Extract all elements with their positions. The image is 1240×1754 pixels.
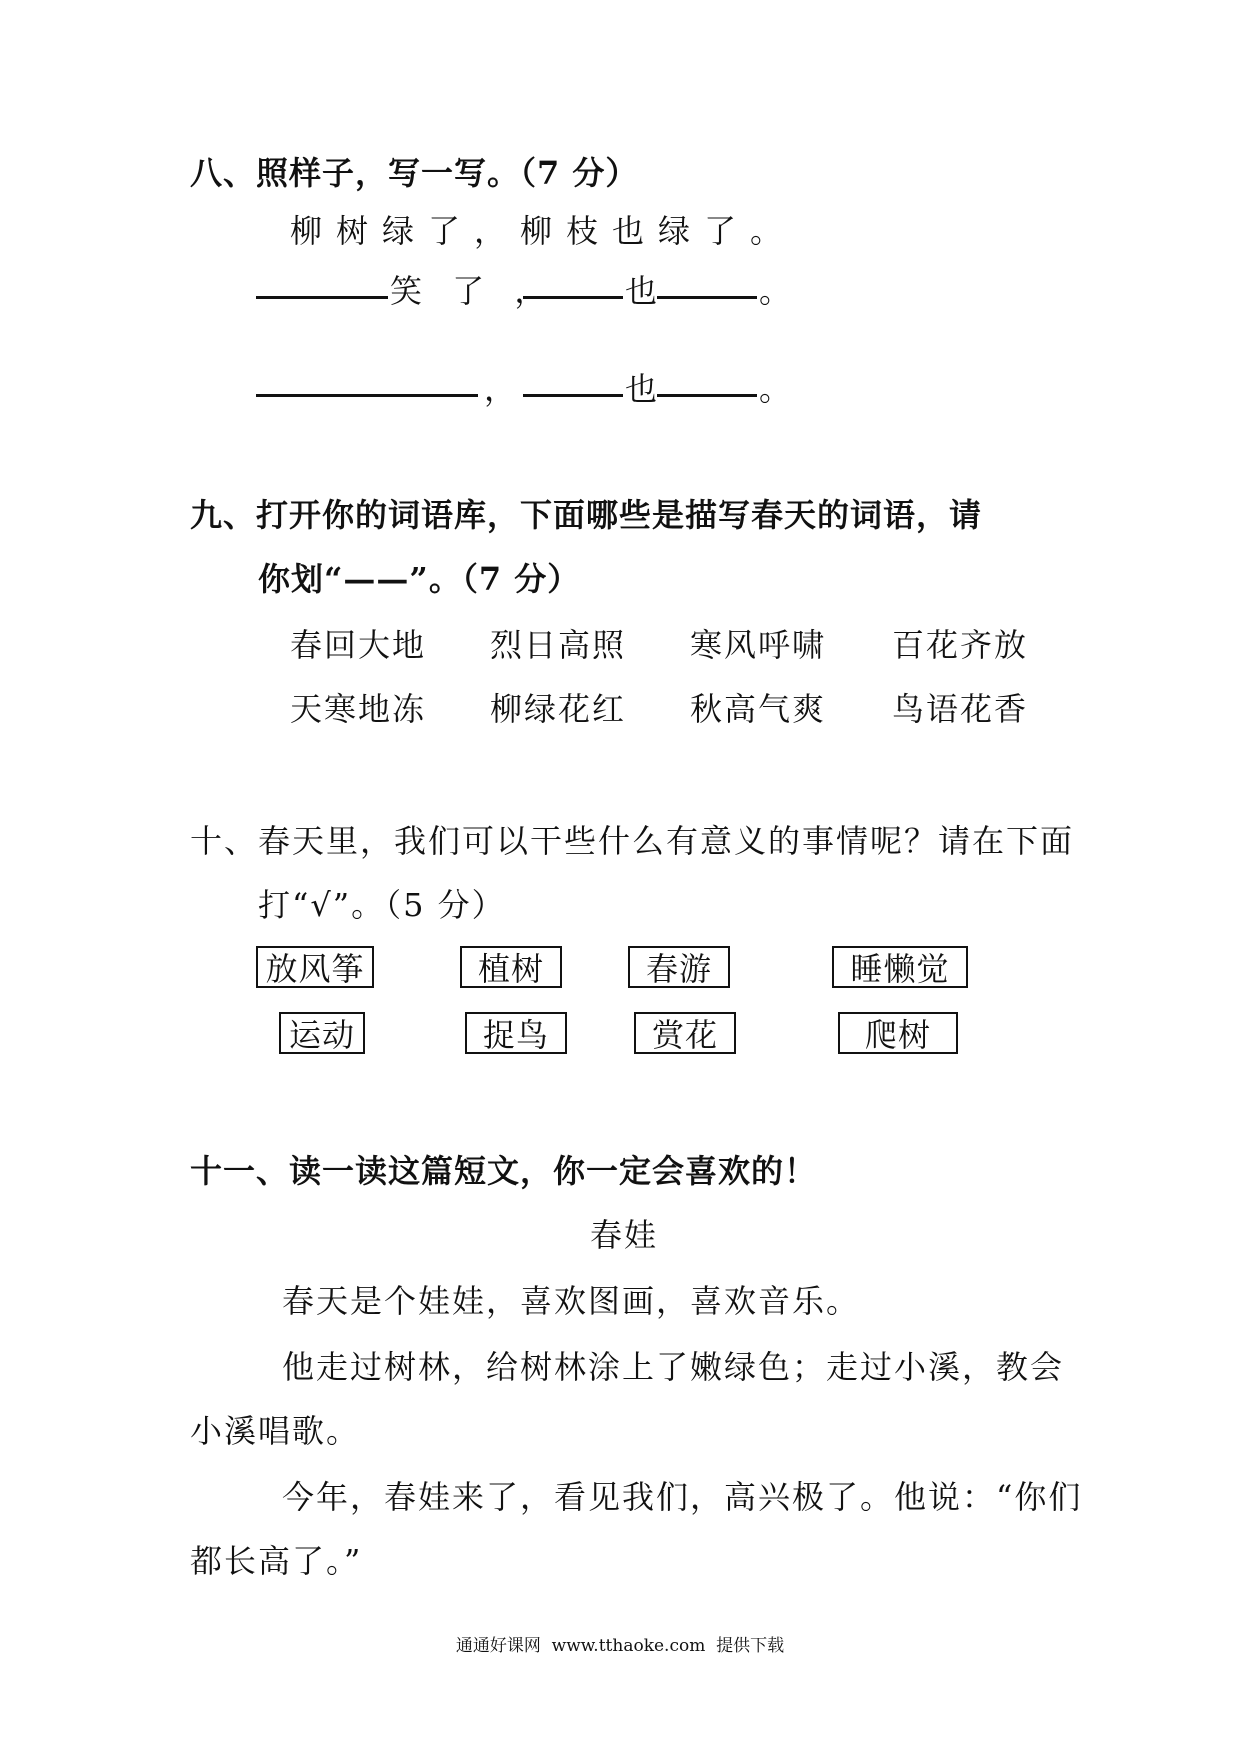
option-box[interactable]: 春游 xyxy=(628,946,730,988)
q8-line2-end: 。 xyxy=(759,370,792,408)
q8-line2-comma: ， xyxy=(484,370,517,408)
blank-field[interactable] xyxy=(657,394,757,397)
passage-paragraph-2-line1: 他走过树林，给树林涂上了嫩绿色；走过小溪，教会 xyxy=(282,1348,1065,1386)
word-option[interactable]: 鸟语花香 xyxy=(892,690,1029,728)
passage-paragraph-2-line2: 小溪唱歌。 xyxy=(190,1412,361,1450)
q8-line1-part1: 笑 了 ， xyxy=(390,272,557,310)
q8-line1-part2: 也 xyxy=(625,272,658,310)
passage-paragraph-3-line1: 今年，春娃来了，看见我们，高兴极了。他说：“你们 xyxy=(282,1478,1083,1516)
word-option[interactable]: 春回大地 xyxy=(290,626,427,664)
passage-title: 春娃 xyxy=(590,1216,659,1254)
q11-heading: 十一、读一读这篇短文，你一定会喜欢的！ xyxy=(190,1152,818,1190)
blank-field[interactable] xyxy=(256,296,388,299)
word-option[interactable]: 天寒地冻 xyxy=(290,690,427,728)
word-option[interactable]: 寒风呼啸 xyxy=(690,626,827,664)
word-option[interactable]: 百花齐放 xyxy=(892,626,1029,664)
option-box[interactable]: 睡懒觉 xyxy=(832,946,968,988)
option-box[interactable]: 捉鸟 xyxy=(465,1012,567,1054)
q9-heading-line2: 你划“——”。（7 分） xyxy=(258,560,581,598)
blank-field[interactable] xyxy=(256,394,478,397)
q8-example: 柳树绿了，柳枝也绿了。 xyxy=(290,212,797,250)
blank-field[interactable] xyxy=(523,394,623,397)
q8-line2-part2: 也 xyxy=(625,370,658,408)
option-box[interactable]: 运动 xyxy=(279,1012,365,1054)
q8-heading: 八、照样子，写一写。（7 分） xyxy=(190,154,639,192)
q10-heading-line2: 打“√”。（5 分） xyxy=(258,886,506,924)
q9-heading-line1: 九、打开你的词语库，下面哪些是描写春天的词语，请 xyxy=(190,496,983,534)
word-option[interactable]: 柳绿花红 xyxy=(490,690,627,728)
footer-credit: 通通好课网 www.tthaoke.com 提供下载 xyxy=(455,1636,785,1656)
q8-line1-end: 。 xyxy=(759,272,792,310)
q10-heading-line1: 十、春天里，我们可以干些什么有意义的事情呢？请在下面 xyxy=(190,822,1075,860)
option-box[interactable]: 赏花 xyxy=(634,1012,736,1054)
blank-field[interactable] xyxy=(657,296,757,299)
word-option[interactable]: 烈日高照 xyxy=(490,626,627,664)
word-option[interactable]: 秋高气爽 xyxy=(690,690,827,728)
blank-field[interactable] xyxy=(523,296,623,299)
passage-paragraph-3-line2: 都长高了。” xyxy=(190,1542,363,1580)
option-box[interactable]: 放风筝 xyxy=(256,946,374,988)
option-box[interactable]: 植树 xyxy=(460,946,562,988)
option-box[interactable]: 爬树 xyxy=(838,1012,958,1054)
passage-paragraph-1: 春天是个娃娃，喜欢图画，喜欢音乐。 xyxy=(282,1282,861,1320)
